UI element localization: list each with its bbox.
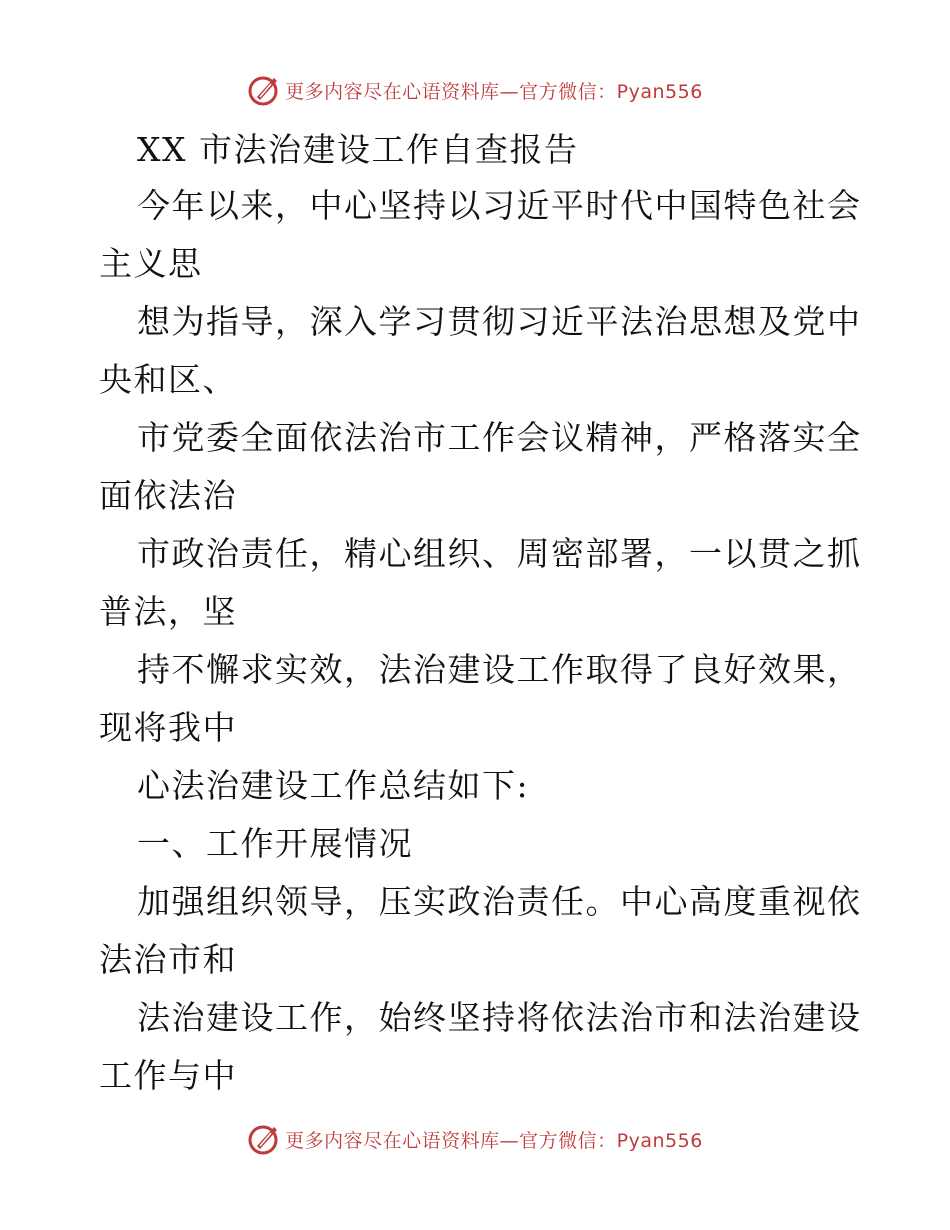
paragraph-line: 央和区、 [99, 360, 237, 399]
paragraph-line: 想为指导，深入学习贯彻习近平法治思想及党中 [137, 302, 862, 341]
paragraph-line: 心法治建设工作总结如下: [137, 766, 530, 805]
watermark-text: 更多内容尽在心语资料库—官方微信：Pyan556 [285, 1129, 703, 1152]
paragraph-line: 现将我中 [99, 708, 237, 747]
paragraph-line: 市党委全面依法治市工作会议精神，严格落实全 [137, 418, 862, 457]
paragraph-line: 市政治责任，精心组织、周密部署，一以贯之抓 [137, 534, 862, 573]
paragraph-line: 普法，坚 [99, 592, 237, 631]
footer-watermark [0, 1119, 950, 1159]
paragraph-line: 工作与中 [99, 1056, 237, 1095]
paragraph-line: 法治市和 [99, 940, 237, 979]
paragraph-line: 主义思 [99, 244, 203, 283]
paragraph-line: 面依法治 [99, 476, 237, 515]
quill-pen-circle-icon [247, 73, 281, 107]
quill-pen-circle-icon [247, 1122, 281, 1156]
paragraph-line: 法治建设工作，始终坚持将依法治市和法治建设 [137, 998, 862, 1037]
paragraph-line: 加强组织领导，压实政治责任。中心高度重视依 [137, 882, 862, 921]
header-watermark [0, 70, 950, 110]
paragraph-line: 持不懈求实效，法治建设工作取得了良好效果， [137, 650, 862, 689]
section-heading: 一、工作开展情况 [137, 824, 413, 863]
paragraph-line: 今年以来，中心坚持以习近平时代中国特色社会 [137, 186, 862, 225]
watermark-text: 更多内容尽在心语资料库—官方微信：Pyan556 [285, 80, 703, 103]
document-title: XX 市法治建设工作自查报告 [137, 130, 579, 169]
